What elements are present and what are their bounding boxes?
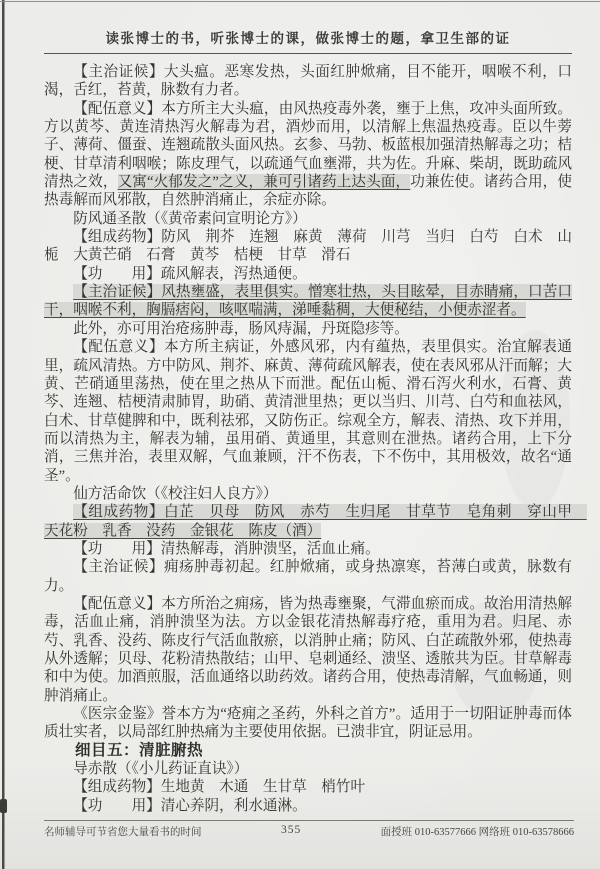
- highlighted-underlined-text: 又寓“火郁发之”之义，兼可引诸药上达头面，: [117, 174, 411, 191]
- page-header: [44, 30, 572, 54]
- text-segment: 【配伍意义】本方所主大头瘟，由风热疫毒外袭，壅于上焦，攻冲头面所致。方以黄芩、黄连清热泻火解毒为君，酒炒而用，以清解上焦温热疫毒。臣以牛蒡子、薄荷、僵蚕、连翘疏散头面风热。玄参、马勃、板蓝根加强清热解毒之功；桔梗、甘草清利咽喉；陈皮理气，以疏通气血壅滞，共为佐。升麻、柴胡，既助疏风清热之效，: [44, 100, 572, 191]
- paragraph-indications-datouwen: 【主治证候】大头瘟。恶寒发热，头面红肿焮痛，目不能开，咽喉不利，口渴，舌红，苔黄，脉数有力者。: [44, 64, 572, 99]
- formula-function-fangfengtongshengsan: 【功 用】疏风解表，泻热通便。: [73, 265, 307, 282]
- highlighted-underlined-text: 【组成药物】白芷 贝母 防风 赤芍 生归尾 甘草节 皂角刺 穿山甲 天花粉 乳香 没药 金银花 陈皮（酒）: [44, 504, 587, 539]
- paragraph-composition-analysis-2: 【配伍意义】本方所主病证，外感风邪，内有蕴热，表里俱实。治宜解表通里，疏风清热。方中防风、荆芥、麻黄、薄荷疏风解表，使在表风邪从汗而解；大黄、芒硝通里荡热，使在里之热从下而泄。配伍山栀、滑石泻火利水，石膏、黄芩、连翘、桔梗清肃肺胃，助硝、黄清泄里热；更以当归、川芎、白芍和血祛风，白术、甘草健脾和中，既利祛邪，又防伤正。综观全方，解表、清热、攻下并用，而以清热为主，解表为辅，虽用硝、黄通里，其意则在泄热。诸药合用，上下分消，三焦并治，表里双解，气血兼顾，汗不伤表，下不伤中，其用极效，故名“通圣”。: [44, 339, 572, 484]
- highlighted-underlined-text: 【主治证候】风热壅盛，表里俱实。憎寒壮热，头目眩晕，目赤睛痛，口苦口干，咽喉不利，胸膈痞闷，咳呕喘满，涕唾黏稠，大便秘结，小便赤涩者。: [44, 284, 572, 319]
- footer-rule: [44, 820, 574, 821]
- footer-left-slogan: 名师辅导可节省您大量看书的时间: [44, 827, 202, 838]
- page-number: 355: [280, 824, 302, 836]
- footer-contact-info: 面授班 010-63577666 网络班 010-63578666: [380, 827, 574, 838]
- formula-function-xianfanghuomingyin: 【功 用】清热解毒，消肿溃坚，活血止痛。: [73, 540, 380, 557]
- paragraph-indications-highlighted: [44, 283, 572, 320]
- formula-title-fangfengtongshengsan: 防风通圣散（《黄帝素问宣明论方》）: [73, 210, 307, 227]
- formula-function-daochisan: 【功 用】清心养阴，利水通淋。: [73, 797, 307, 814]
- formula-herbs-fangfengtongshengsan: 【组成药物】防风 荆芥 连翘 麻黄 薄荷 川芎 当归 白芍 白术 山栀 大黄芒硝 石膏 黄芩 桔梗 甘草 滑石: [44, 229, 572, 264]
- paragraph-yizongjinjian-comment: 《医宗金鉴》誉本方为“疮痈之圣药，外科之首方”。适用于一切阳证肿毒而体质壮实者，以局部红肿热痛为主要使用依据。已溃非宜，阴证忌用。: [44, 706, 572, 741]
- paragraph-additional-uses: 此外，亦可用治疮疡肿毒，肠风痔漏，丹斑隐疹等。: [73, 320, 409, 337]
- page-body: [44, 63, 587, 815]
- formula-title-daochisan: 导赤散（《小儿药证直诀》）: [73, 761, 249, 778]
- header-slogan: 读张博士的书，听张博士的课，做张博士的题，拿卫生部的证: [105, 31, 511, 46]
- header-rule: [44, 53, 572, 54]
- text-segment: 功兼佐使。诸药合用，使热毒解而风邪散，自然肿消痛止，余症亦除。: [44, 174, 572, 209]
- paragraph-composition-analysis-1: [44, 100, 572, 210]
- page-footer: [44, 820, 574, 839]
- formula-herbs-highlighted: [44, 503, 587, 540]
- footer-row: [44, 824, 574, 839]
- formula-title-xianfanghuomingyin: 仙方活命饮（《校注妇人良方》）: [73, 485, 278, 502]
- paragraph-composition-analysis-3: 【配伍意义】本方所治之痈疡，皆为热毒壅聚，气滞血瘀而成。故治用清热解毒，活血止痛，消肿溃坚为法。方以金银花清热解毒疗疮，重用为君。归尾、赤芍、乳香、没药、陈皮行气活血散瘀，以消肿止痛；防风、白芷疏散外邪，使热毒从外透解；贝母、花粉清热散结；山甲、皂刺通经、溃坚、透脓共为臣。甘草解毒和中为使。加酒煎服，活血通络以助药效。诸药合用，使热毒清解，气血畅通，则肿消痛止。: [44, 595, 572, 704]
- section-heading-xlmu5: 细目五：清脏腑热: [75, 741, 204, 759]
- formula-herbs-daochisan: 【组成药物】生地黄 木通 生甘草 梢竹叶: [73, 779, 366, 796]
- paragraph-indications-xianfang: 【主治证候】痈疡肿毒初起。红肿焮痛，或身热凛寒，苔薄白或黄，脉数有力。: [44, 559, 572, 594]
